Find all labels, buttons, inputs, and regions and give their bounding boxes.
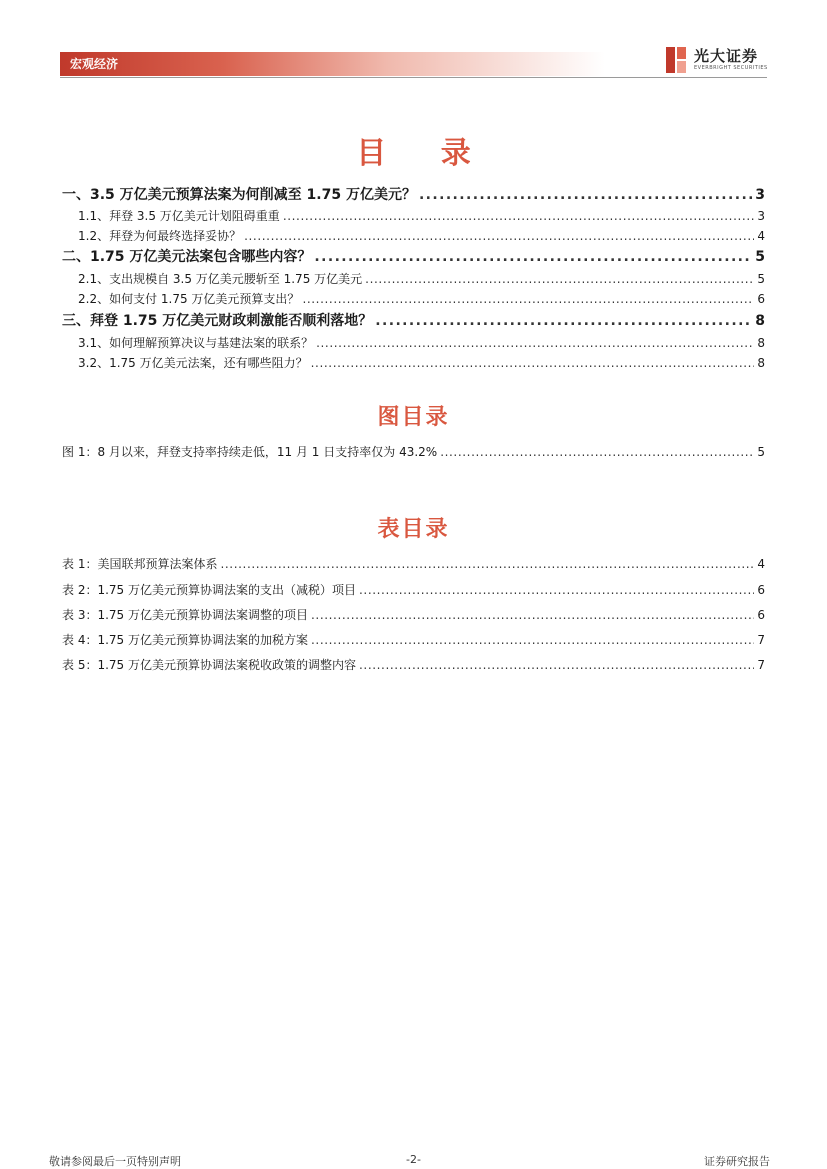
header-divider [60, 77, 767, 78]
toc-entry-2-2[interactable]: 2.2、如何支付 1.75 万亿美元预算支出？ ..... 6 [78, 290, 765, 308]
section-label: 宏观经济 [70, 57, 119, 71]
table-entry-3[interactable]: 表 3：1.75 万亿美元预算协调法案调整的项目 ..... 6 [62, 606, 765, 624]
table-entry-1[interactable]: 表 1：美国联邦预算法案体系 ..... 4 [62, 555, 765, 573]
table-list-title: 表目录 [377, 517, 450, 542]
page-footer [0, 1151, 827, 1169]
toc-entry-2[interactable]: 二、1.75 万亿美元法案包含哪些内容？ ..... 5 [62, 246, 765, 266]
header-banner [60, 52, 605, 76]
toc-entry-3-2[interactable]: 3.2、1.75 万亿美元法案，还有哪些阻力？ ..... 8 [78, 354, 765, 372]
toc-entry-2-1[interactable]: 2.1、支出规模自 3.5 万亿美元腰斩至 1.75 万亿美元 ..... 5 [78, 270, 765, 288]
table-entry-4[interactable]: 表 4：1.75 万亿美元预算协调法案的加税方案 ..... 7 [62, 631, 765, 649]
everbright-logo-icon [664, 45, 688, 75]
company-logo [664, 45, 768, 75]
footer-report-type: 证券研究报告 [704, 1155, 770, 1168]
logo-text-en: EVERBRIGHT SECURITIES [694, 65, 768, 71]
figure-list-title: 图目录 [377, 405, 450, 430]
logo-text-cn: 光大证券 [694, 47, 759, 65]
toc-entry-3[interactable]: 三、拜登 1.75 万亿美元财政刺激能否顺利落地？ ..... 8 [62, 310, 765, 330]
table-entry-5[interactable]: 表 5：1.75 万亿美元预算协调法案税收政策的调整内容 ..... 7 [62, 656, 765, 674]
table-entry-2[interactable]: 表 2：1.75 万亿美元预算协调法案的支出（减税）项目 ..... 6 [62, 581, 765, 599]
footer-disclaimer: 敬请参阅最后一页特别声明 [49, 1155, 181, 1168]
toc-entry-3-1[interactable]: 3.1、如何理解预算决议与基建法案的联系？ ..... 8 [78, 334, 765, 352]
toc-entry-1-1[interactable]: 1.1、拜登 3.5 万亿美元计划阻碍重重 ..... 3 [78, 207, 765, 225]
page-number: -2- [406, 1153, 421, 1166]
toc-entry-1[interactable]: 一、3.5 万亿美元预算法案为何削减至 1.75 万亿美元？ ..... 3 [62, 184, 765, 204]
figure-entry-1[interactable]: 图 1：8 月以来，拜登支持率持续走低，11 月 1 日支持率仅为 43.2% ..... 5 [62, 443, 765, 461]
toc-title: 目 录 [356, 136, 493, 171]
toc-entry-1-2[interactable]: 1.2、拜登为何最终选择妥协？ ..... 4 [78, 227, 765, 245]
